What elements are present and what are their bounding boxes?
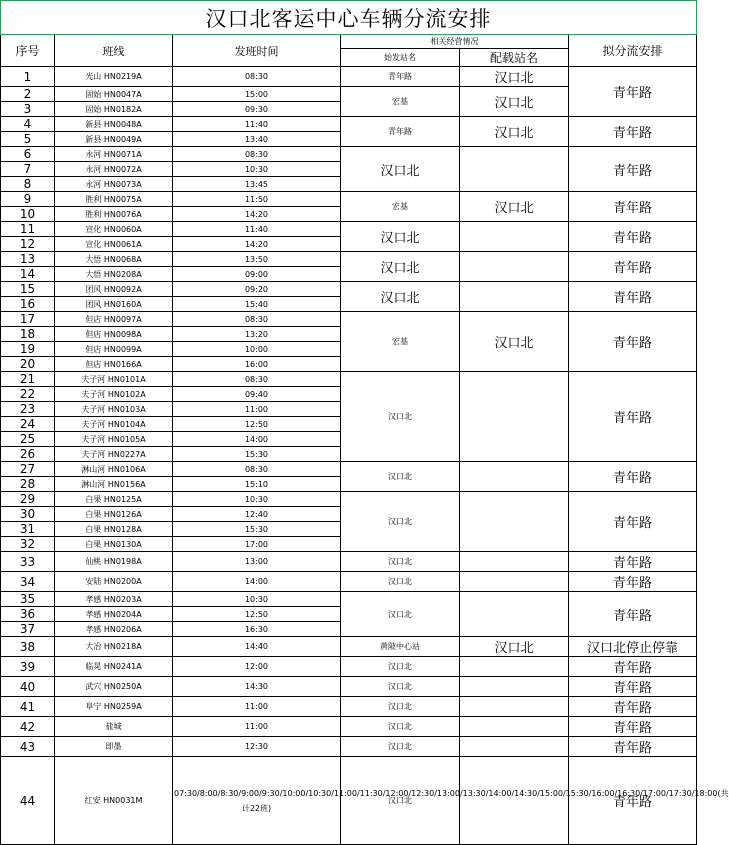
row-no: 43 [1,737,55,757]
header-no: 序号 [1,35,55,67]
start-station-cell: 青年路 [341,117,460,147]
start-station-cell: 汉口北 [341,572,460,592]
row-time: 08:30 [173,147,341,162]
row-no: 39 [1,657,55,677]
table-row[interactable] [1,222,697,237]
plan-cell: 青年路 [569,192,697,222]
row-line: 临晃 HN0241A [55,657,173,677]
row-line: 即墨 [55,737,173,757]
row-no: 2 [1,87,55,102]
start-station-cell: 汉口北 [341,222,460,252]
table-row[interactable] [1,372,697,387]
row-time: 11:00 [173,402,341,417]
plan-cell: 青年路 [569,757,697,845]
row-time: 12:50 [173,417,341,432]
row-no: 33 [1,552,55,572]
row-no: 38 [1,637,55,657]
row-no: 25 [1,432,55,447]
row-time: 11:40 [173,117,341,132]
load-station-cell [460,592,569,637]
row-time: 09:30 [173,102,341,117]
load-station-cell [460,492,569,552]
row-time: 13:20 [173,327,341,342]
table-row[interactable] [1,147,697,162]
row-no: 28 [1,477,55,492]
row-time: 10:30 [173,592,341,607]
load-station-cell: 汉口北 [460,67,569,87]
row-time: 14:00 [173,572,341,592]
row-line: 但店 HN0098A [55,327,173,342]
header-start: 始发站名 [341,49,460,67]
load-station-cell [460,372,569,462]
row-time: 16:00 [173,357,341,372]
row-time: 11:50 [173,192,341,207]
table-row[interactable] [1,67,697,87]
row-line: 永河 HN0072A [55,162,173,177]
row-no: 17 [1,312,55,327]
row-line: 淋山河 HN0106A [55,462,173,477]
row-time: 13:40 [173,132,341,147]
start-station-cell: 汉口北 [341,677,460,697]
row-time: 14:00 [173,432,341,447]
row-line: 淋山河 HN0156A [55,477,173,492]
load-station-cell: 汉口北 [460,117,569,147]
row-no: 6 [1,147,55,162]
load-station-cell [460,252,569,282]
load-station-cell [460,222,569,252]
row-line: 武穴 HN0250A [55,677,173,697]
table-row[interactable] [1,282,697,297]
plan-cell: 青年路 [569,252,697,282]
row-time: 09:40 [173,387,341,402]
start-station-cell: 宏基 [341,192,460,222]
row-no: 40 [1,677,55,697]
start-station-cell: 汉口北 [341,147,460,192]
row-time: 10:00 [173,342,341,357]
row-no: 30 [1,507,55,522]
load-station-cell [460,572,569,592]
header-info: 相关经营情况 [341,35,569,49]
row-line: 但店 HN0099A [55,342,173,357]
row-time: 08:30 [173,312,341,327]
plan-cell: 青年路 [569,222,697,252]
row-time: 09:20 [173,282,341,297]
row-line: 大冶 HN0218A [55,637,173,657]
table-row[interactable] [1,637,697,657]
row-line: 孝感 HN0203A [55,592,173,607]
load-station-cell [460,737,569,757]
row-no: 10 [1,207,55,222]
row-line: 宣化 HN0060A [55,222,173,237]
table-row[interactable] [1,462,697,477]
plan-cell: 青年路 [569,657,697,677]
row-time: 11:00 [173,717,341,737]
row-time: 10:30 [173,492,341,507]
row-time: 16:30 [173,622,341,637]
start-station-cell: 汉口北 [341,492,460,552]
start-station-cell: 汉口北 [341,462,460,492]
row-no: 22 [1,387,55,402]
row-time: 14:40 [173,637,341,657]
row-no: 27 [1,462,55,477]
row-no: 5 [1,132,55,147]
row-no: 29 [1,492,55,507]
row-line: 大悟 HN0068A [55,252,173,267]
row-line: 白果 HN0128A [55,522,173,537]
row-line: 永河 HN0073A [55,177,173,192]
row-no: 20 [1,357,55,372]
load-station-cell: 汉口北 [460,637,569,657]
row-line: 夫子河 HN0104A [55,417,173,432]
row-line: 孝感 HN0204A [55,607,173,622]
row-time: 07:30/8:00/8:30/9:00/9:30/10:00/10:30/11:00/11:30/12:00/12:30/13:00/13:30/14:00/14:30/15:00/15:30/16:00/16:30/17:00/17:30/18:00(共计22班) [173,757,341,845]
plan-cell: 青年路 [569,312,697,372]
row-no: 7 [1,162,55,177]
plan-cell: 青年路 [569,572,697,592]
load-station-cell: 汉口北 [460,312,569,372]
plan-cell: 青年路 [569,697,697,717]
plan-cell: 青年路 [569,592,697,637]
header-plan: 拟分流安排 [569,35,697,67]
row-no: 11 [1,222,55,237]
load-station-cell [460,552,569,572]
row-no: 36 [1,607,55,622]
row-time: 08:30 [173,462,341,477]
row-line: 仙桃 HN0198A [55,552,173,572]
row-no: 12 [1,237,55,252]
row-line: 夫子河 HN0102A [55,387,173,402]
table-row[interactable] [1,312,697,327]
plan-cell: 汉口北停止停靠 [569,637,697,657]
start-station-cell: 汉口北 [341,372,460,462]
row-line: 团风 HN0160A [55,297,173,312]
row-no: 15 [1,282,55,297]
row-time: 14:20 [173,237,341,252]
plan-cell: 青年路 [569,372,697,462]
header-time: 发班时间 [173,35,341,67]
row-line: 白果 HN0130A [55,537,173,552]
start-station-cell: 青年路 [341,67,460,87]
row-line: 夫子河 HN0101A [55,372,173,387]
header-line: 班线 [55,35,173,67]
row-no: 1 [1,67,55,87]
row-time: 09:00 [173,267,341,282]
table-row[interactable] [1,492,697,507]
row-no: 9 [1,192,55,207]
table-row[interactable] [1,657,697,677]
row-line: 光山 HN0219A [55,67,173,87]
start-station-cell: 汉口北 [341,697,460,717]
row-no: 32 [1,537,55,552]
row-no: 35 [1,592,55,607]
row-time: 11:40 [173,222,341,237]
plan-cell: 青年路 [569,737,697,757]
table-row[interactable] [1,592,697,607]
table-row[interactable] [1,572,697,592]
row-no: 14 [1,267,55,282]
row-no: 26 [1,447,55,462]
table-row[interactable] [1,117,697,132]
row-line: 新县 HN0048A [55,117,173,132]
load-station-cell [460,697,569,717]
row-time: 10:30 [173,162,341,177]
start-station-cell: 黄陂中心站 [341,637,460,657]
row-line: 固始 HN0047A [55,87,173,102]
row-line: 夫子河 HN0105A [55,432,173,447]
row-line: 大悟 HN0208A [55,267,173,282]
row-no: 34 [1,572,55,592]
load-station-cell [460,657,569,677]
row-time: 08:30 [173,372,341,387]
row-time: 13:50 [173,252,341,267]
row-line: 夫子河 HN0227A [55,447,173,462]
row-no: 31 [1,522,55,537]
row-no: 3 [1,102,55,117]
row-line: 阜宁 HN0259A [55,697,173,717]
row-no: 4 [1,117,55,132]
row-no: 19 [1,342,55,357]
load-station-cell [460,757,569,845]
load-station-cell: 汉口北 [460,192,569,222]
start-station-cell: 宏基 [341,87,460,117]
row-no: 24 [1,417,55,432]
row-no: 42 [1,717,55,737]
row-no: 37 [1,622,55,637]
start-station-cell: 宏基 [341,312,460,372]
row-line: 新县 HN0049A [55,132,173,147]
row-no: 16 [1,297,55,312]
row-line: 白果 HN0125A [55,492,173,507]
row-time: 14:20 [173,207,341,222]
plan-cell: 青年路 [569,67,697,117]
row-time: 15:40 [173,297,341,312]
plan-cell: 青年路 [569,147,697,192]
load-station-cell [460,282,569,312]
plan-cell: 青年路 [569,492,697,552]
start-station-cell: 汉口北 [341,282,460,312]
row-no: 41 [1,697,55,717]
plan-cell: 青年路 [569,677,697,697]
row-time: 12:00 [173,657,341,677]
plan-cell: 青年路 [569,462,697,492]
load-station-cell: 汉口北 [460,87,569,117]
start-station-cell: 汉口北 [341,252,460,282]
table-row[interactable] [1,252,697,267]
load-station-cell [460,147,569,192]
table-row[interactable] [1,757,697,845]
row-time: 13:00 [173,552,341,572]
row-time: 15:30 [173,447,341,462]
row-line: 宣化 HN0061A [55,237,173,252]
plan-cell: 青年路 [569,552,697,572]
table-row[interactable] [1,697,697,717]
load-station-cell [460,677,569,697]
row-time: 12:30 [173,737,341,757]
table-row[interactable] [1,552,697,572]
load-station-cell [460,717,569,737]
table-row[interactable] [1,192,697,207]
row-line: 安陆 HN0200A [55,572,173,592]
row-time: 08:30 [173,67,341,87]
row-line: 夫子河 HN0103A [55,402,173,417]
row-line: 永河 HN0071A [55,147,173,162]
start-station-cell: 汉口北 [341,592,460,637]
header-station: 配载站名 [460,49,569,67]
load-station-cell [460,462,569,492]
start-station-cell: 汉口北 [341,552,460,572]
row-time: 15:30 [173,522,341,537]
row-line: 胜利 HN0076A [55,207,173,222]
row-no: 23 [1,402,55,417]
row-line: 固始 HN0182A [55,102,173,117]
table-row[interactable] [1,737,697,757]
row-no: 44 [1,757,55,845]
start-station-cell: 汉口北 [341,737,460,757]
plan-cell: 青年路 [569,717,697,737]
row-line: 胜利 HN0075A [55,192,173,207]
table-row[interactable] [1,677,697,697]
row-time: 12:40 [173,507,341,522]
start-station-cell: 汉口北 [341,717,460,737]
start-station-cell: 汉口北 [341,757,460,845]
row-time: 15:10 [173,477,341,492]
row-line: 白果 HN0126A [55,507,173,522]
table-row[interactable] [1,717,697,737]
row-line: 但店 HN0097A [55,312,173,327]
row-no: 21 [1,372,55,387]
row-line: 但店 HN0166A [55,357,173,372]
plan-cell: 青年路 [569,117,697,147]
row-line: 孝感 HN0206A [55,622,173,637]
row-time: 12:50 [173,607,341,622]
row-line: 团风 HN0092A [55,282,173,297]
row-no: 18 [1,327,55,342]
start-station-cell: 汉口北 [341,657,460,677]
row-time: 15:00 [173,87,341,102]
row-time: 14:30 [173,677,341,697]
row-time: 11:00 [173,697,341,717]
row-line: 盐城 [55,717,173,737]
row-no: 13 [1,252,55,267]
page-title: 汉口北客运中心车辆分流安排 [1,1,697,35]
row-no: 8 [1,177,55,192]
row-line: 红安 HN0031M [55,757,173,845]
row-time: 17:00 [173,537,341,552]
plan-cell: 青年路 [569,282,697,312]
row-time: 13:45 [173,177,341,192]
